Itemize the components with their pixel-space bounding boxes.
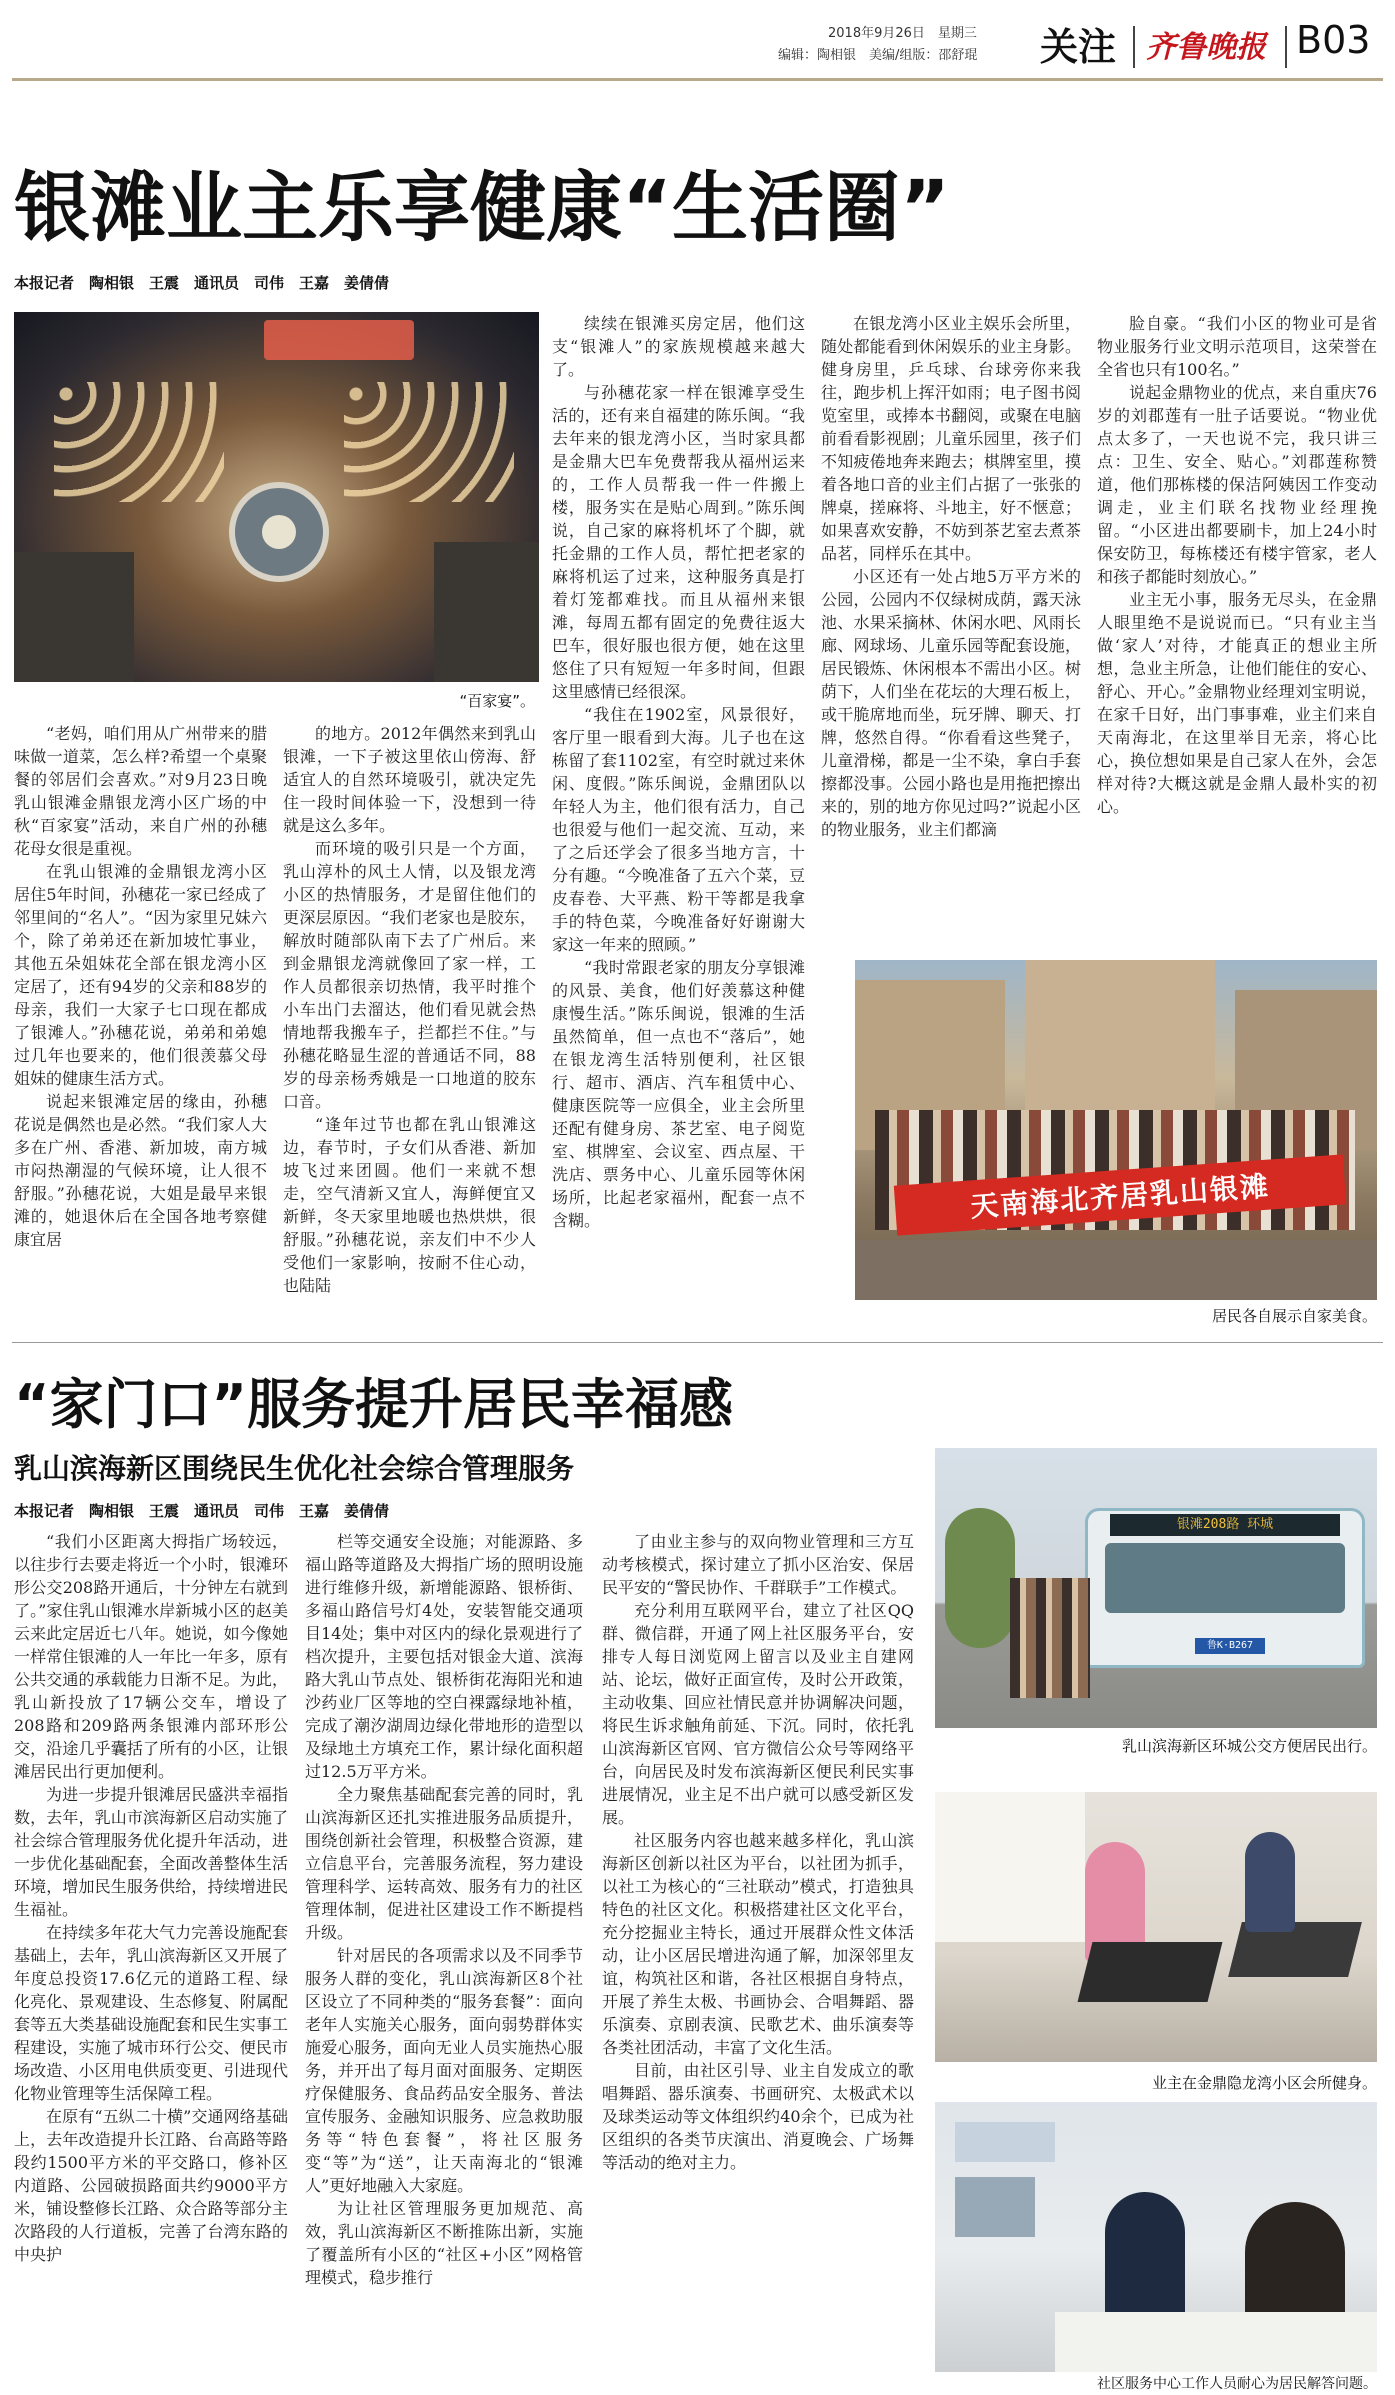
article-paragraph: 了由业主参与的双向物业管理和三方互动考核模式，探讨建立了抓小区治安、保居民平安的“警民协作、千群联手”工作模式。 — [602, 1532, 914, 1597]
wall-sign — [955, 2122, 1055, 2162]
article-paragraph: 脸自豪。“我们小区的物业可是省物业服务行业文明示范项目，这荣誉在全省也只有100名。” — [1097, 314, 1377, 379]
header-divider — [1133, 26, 1135, 68]
photo3-caption: 乳山滨海新区环城公交方便居民出行。 — [1121, 1737, 1377, 1755]
article-paragraph: 针对居民的各项需求以及不同季节服务人群的变化，乳山滨海新区8个社区设立了不同种类的“服务套餐”：面向老年人实施关心服务，面向弱势群体实施爱心服务，面向无业人员实施热心服务，并开出了每月面对面服务、定期医疗保健服务、食品药品安全服务、普法宣传服务、金融知识服务、应急救助服务等“特色套餐”，将社区服务变“等”为“送”，让天南海北的“银滩人”更好地融入大家庭。 — [305, 1946, 583, 2195]
gym-window — [935, 1792, 1085, 1942]
story1-byline: 本报记者 陶相银 王震 通讯员 司伟 王嘉 姜倩倩 — [14, 274, 390, 292]
bus-route-sign: 银滩208路 环城 — [1110, 1514, 1340, 1536]
story1-col1 — [14, 722, 267, 1327]
story1-col3 — [552, 312, 805, 1327]
bus-photo — [935, 1448, 1377, 1728]
building-right — [434, 542, 539, 682]
story1-col2 — [283, 722, 536, 1327]
photo1-caption: “百家宴”。 — [459, 692, 535, 710]
story1-col5 — [1097, 312, 1377, 927]
page-number: B03 — [1296, 18, 1371, 62]
story2-col2 — [305, 1530, 583, 2390]
ground — [855, 1240, 1377, 1300]
article-paragraph: “老妈，咱们用从广州带来的腊味做一道菜，怎么样?希望一个桌聚餐的邻居们会喜欢。”对9月23日晚乳山银滩金鼎银龙湾小区广场的中秋“百家宴”活动，来自广州的孙穗花母女很是重视。 — [14, 724, 267, 858]
article-paragraph: 全力聚焦基础配套完善的同时，乳山滨海新区还扎实推进服务品质提升，围绕创新社会管理，积极整合资源，建立信息平台，完善服务流程，努力建设管理科学、运转高效、服务有力的社区管理体制，促进社区建设工作不断提档升级。 — [305, 1785, 583, 1942]
fountain-center — [262, 515, 296, 549]
treadmill-1 — [1078, 1942, 1223, 2002]
article-paragraph: 在原有“五纵二十横”交通网络基础上，去年改造提升长江路、台高路等路段约1500平方米的平交路口，修补区内道路、公园破损路面共约9000平方米，铺设整修长江路、众合路等部分主次路段的人行道板，完善了台湾东路的中央护 — [14, 2107, 288, 2264]
paper-logo: 齐鲁晚报 — [1146, 30, 1266, 65]
service-desk — [1055, 2312, 1377, 2372]
section-title: 关注 — [1040, 25, 1117, 69]
article-paragraph: 小区还有一处占地5万平方米的公园，公园内不仅绿树成荫，露天泳池、水果采摘林、休闲水吧、风雨长廊、网球场、儿童乐园等配套设施，居民锻炼、休闲根本不需出小区。树荫下，人们坐在花坛的大理石板上，或干脆席地而坐，玩牙牌、聊天、打牌，悠然自得。“你看看这些凳子，儿童滑梯，都是一尘不染，拿白手套擦都没事。公园小路也是用拖把擦出来的，别的地方你见过吗?”说起小区的物业服务，业主们都滴 — [821, 567, 1081, 839]
article-paragraph: 说起来银滩定居的缘由，孙穗花说是偶然也是必然。“我们家人大多在广州、香港、新加坡，南方城市闷热潮湿的气候环境，让人很不舒服。”孙穗花说，大姐是最早来银滩的，她退休后在全国各地考察健康宜居 — [14, 1092, 267, 1249]
photo5-caption: 社区服务中心工作人员耐心为居民解答问题。 — [935, 2375, 1377, 2393]
article-paragraph: 目前，由社区引导、业主自发成立的歌唱舞蹈、器乐演奏、书画研究、太极武术以及球类运动等文体组织约40余个，已成为社区组织的各类节庆演出、消夏晚会、广场舞等活动的绝对主力。 — [602, 2061, 914, 2172]
article-paragraph: “我们小区距离大拇指广场较远，以往步行去要走将近一个小时，银滩环形公交208路开通后，十分钟左右就到了。”家住乳山银滩水岸新城小区的赵美云来此定居近七八年。她说，如今像她一样常住银滩的人一年比一年多，原有公共交通的承载能力日渐不足。为此，乳山新投放了17辆公交车，增设了208路和209路两条银滩内部环形公交，沿途几乎囊括了所有的小区，让银滩居民出行更加便利。 — [14, 1532, 288, 1781]
article-paragraph: 社区服务内容也越来越多样化，乳山滨海新区创新以社区为平台，以社团为抓手，以社工为核心的“三社联动”模式，打造独具特色的社区文化。积极搭建社区文化平台，充分挖掘业主特长，通过开展群众性文体活动，让小区居民增进沟通了解，加深邻里友谊，构筑社区和谐，各社区根据自身特点，开展了养生太极、书画协会、合唱舞蹈、器乐演奏、京剧表演、民歌艺术、曲乐演奏等各类社团活动，丰富了文化生活。 — [602, 1831, 914, 2057]
story2-subhead: 乳山滨海新区围绕民生优化社会综合管理服务 — [14, 1452, 575, 1485]
building-left — [14, 552, 134, 682]
article-paragraph: 为进一步提升银滩居民盛洪幸福指数，去年，乳山市滨海新区启动实施了社会综合管理服务优化提升年活动，进一步优化基础配套，全面改善整体生活环境，增加民生服务供给，持续增进民生福祉。 — [14, 1785, 288, 1919]
tree — [945, 1508, 1015, 1648]
banner-text: 天南海北齐居乳山银滩 — [969, 1169, 1271, 1224]
article-paragraph: 在持续多年花大气力完善设施配套基础上，去年，乳山滨海新区又开展了年度总投资17.6亿元的道路工程、绿化亮化、景观建设、生态修复、附属配套等五大类基础设施配套和民生实事工程建设，实施了城市环行公交、便民市场改造、小区用电供质变更、引进现代化物业管理等生活保障工程。 — [14, 1923, 288, 2103]
article-paragraph: 为让社区管理服务更加规范、高效，乳山滨海新区不断推陈出新，实施了覆盖所有小区的“社区+小区”网格管理模式，稳步推行 — [305, 2199, 583, 2287]
stage-glow — [264, 320, 414, 360]
article-paragraph: 在乳山银滩的金鼎银龙湾小区居住5年时间，孙穗花一家已经成了邻里间的“名人”。“因为家里兄妹六个，除了弟弟还在新加坡忙事业，其他五朵姐妹花全部在银龙湾小区定居了，还有94岁的父亲和88岁的母亲，我们一大家子七口现在都成了银滩人。”孙穗花说，弟弟和弟媳过几年也要来的，他们很羡慕父母姐妹的健康生活方式。 — [14, 862, 267, 1088]
article-paragraph: 业主无小事，服务无尽头，在金鼎人眼里绝不是说说而已。“只有业主当做‘家人’对待，才能真正的想业主所想，急业主所急，让他们能住的安心、舒心、开心。”金鼎物业经理刘宝明说，在家千日好，出门事事难，业主们来自天南海北，在这里举目无亲，将心比心，换位想如果是自己家人在外，会怎样对待?大概这就是金鼎人最朴实的初心。 — [1097, 590, 1377, 816]
article-paragraph: 而环境的吸引只是一个方面，乳山淳朴的风土人情，以及银龙湾小区的热情服务，才是留住他们的更深层原因。“我们老家也是胶东，解放时随部队南下去了广州后。来到金鼎银龙湾就像回了家一样，工作人员都很亲切热情，我平时推个小车出门去溜达，他们看见就会热情地帮我搬车子，拦都拦不住。”与孙穗花略显生涩的普通话不同，88岁的母亲杨秀娥是一口地道的胶东口音。 — [283, 839, 536, 1111]
story2-byline: 本报记者 陶相银 王震 通讯员 司伟 王嘉 姜倩倩 — [14, 1502, 390, 1520]
story1-headline: 银滩业主乐享健康“生活圈” — [14, 163, 950, 252]
photo2-caption: 居民各自展示自家美食。 — [1211, 1307, 1377, 1325]
residents-food-photo — [855, 960, 1377, 1300]
pedestrians — [1010, 1578, 1090, 1698]
tables-right — [344, 382, 514, 502]
article-paragraph: 栏等交通安全设施；对能源路、多福山路等道路及大拇指广场的照明设施进行维修升级，新增能源路、银桥街、多福山路信号灯4处，安装智能交通项目14处；集中对区内的绿化景观进行了档次提升，主要包括对银金大道、滨海路大乳山节点处、银桥街花海阳光和迪沙药业厂区等地的空白裸露绿地补植，完成了潮汐湖周边绿化带地形的造型以及绿地土方填充工作，累计绿化面积超过12.5万平方米。 — [305, 1532, 583, 1781]
service-center-photo — [935, 2102, 1377, 2372]
article-paragraph: “我住在1902室，风景很好，客厅里一眼看到大海。儿子也在这栋留了套1102室，有空时就过来休闲、度假。”陈乐闽说，金鼎团队以年轻人为主，他们很有活力，自己也很爱与他们一起交流、互动，来了之后还学会了很多当地方言，十分有趣。“今晚准备了五六个菜，豆皮春卷、大平燕、粉干等都是我拿手的特色菜，今晚准备好好谢谢大家这一年来的照顾。” — [552, 705, 805, 954]
story2-col1 — [14, 1530, 288, 2390]
man-exercising — [1245, 1832, 1295, 1932]
bus-plate: 鲁K·B267 — [1195, 1638, 1265, 1654]
article-paragraph: 与孙穗花家一样在银滩享受生活的，还有来自福建的陈乐闽。“我去年来的银龙湾小区，当时家具都是金鼎大巴车免费帮我从福州运来的，工作人员帮我一件一件搬上楼，服务实在是贴心周到。”陈乐闽说，自己家的麻将机坏了个脚，就托金鼎的工作人员，帮忙把老家的麻将机运了过来，这种服务真是打着灯笼都难找。而且从福州来银滩，每周五都有固定的免费往返大巴车，很好服也很方便，她在这里悠住了只有短短一年多时间，但跟这里感情已经很深。 — [552, 383, 805, 701]
article-paragraph: 在银龙湾小区业主娱乐会所里，随处都能看到休闲娱乐的业主身影。健身房里，乒乓球、台球旁你来我往，跑步机上挥汗如雨；电子图书阅览室里，或捧本书翻阅，或聚在电脑前看看影视剧；儿童乐园里，孩子们不知疲倦地奔来跑去；棋牌室里，摸着各地口音的业主们占据了一张张的牌桌，搓麻将、斗地主，好不惬意；如果喜欢安静，不妨到茶艺室去煮茶品茗，同样乐在其中。 — [821, 314, 1081, 563]
article-paragraph: “我时常跟老家的朋友分享银滩的风景、美食，他们好羡慕这种健康慢生活。”陈乐闽说，银滩的生活虽然简单，但一点也不“落后”，她在银龙湾生活特别便利，社区银行、超市、酒店、汽车租赁中心、健康医院等一应俱全，业主会所里还配有健身房、茶艺室、电子阅览室、棋牌室、会议室、西点屋、干洗店、票务中心、儿童乐园等休闲场所，比起老家福州，配套一点不含糊。 — [552, 958, 805, 1230]
banquet-aerial-photo — [14, 312, 539, 682]
bus-windshield — [1105, 1543, 1345, 1613]
photo4-caption: 业主在金鼎隐龙湾小区会所健身。 — [1151, 2074, 1377, 2092]
header-rule — [12, 78, 1383, 81]
editor-line: 编辑：陶相银 美编/组版：邵舒琨 — [778, 48, 978, 63]
story2-col3 — [602, 1530, 914, 2390]
date-line: 2018年9月26日 星期三 — [828, 26, 977, 41]
article-paragraph: “逢年过节也都在乳山银滩这边，春节时，子女们从香港、新加坡飞过来团圆。他们一来就不想走，空气清新又宜人，海鲜便宜又新鲜，冬天家里地暖也热烘烘，很舒服。”孙穗花说，亲友们中不少人受他们一家影响，按耐不住心动，也陆陆 — [283, 1115, 536, 1295]
story1-col4 — [821, 312, 1081, 927]
gym-photo — [935, 1792, 1377, 2062]
tables-left — [54, 382, 224, 502]
section-separator — [12, 1342, 1383, 1343]
article-paragraph: 续续在银滩买房定居，他们这支“银滩人”的家族规模越来越大了。 — [552, 314, 805, 379]
article-paragraph: 说起金鼎物业的优点，来自重庆76岁的刘郡莲有一肚子话要说。“物业优点太多了，一天也说不完，我只讲三点：卫生、安全、贴心。”刘郡莲称赞道，他们那栋楼的保洁阿姨因工作变动调走，业主们联名找物业经理挽留。“小区进出都要刷卡，加上24小时保安防卫，每栋楼还有楼宇管家，老人和孩子都能时刻放心。” — [1097, 383, 1377, 586]
story2-headline: “家门口”服务提升居民幸福感 — [14, 1373, 733, 1436]
staff-woman — [1105, 2192, 1185, 2332]
article-paragraph: 充分利用互联网平台，建立了社区QQ群、微信群，开通了网上社区服务平台，安排专人每日浏览网上留言以及业主自建网站、论坛，做好正面宣传，及时公开政策，主动收集、回应社情民意并协调解决问题，将民生诉求触角前延、下沉。同时，依托乳山滨海新区官网、官方微信公众号等网络平台，向居民及时发布滨海新区便民利民实事进展情况，业主足不出户就可以感受新区发展。 — [602, 1601, 914, 1827]
header-divider-2 — [1285, 26, 1287, 68]
article-paragraph: 的地方。2012年偶然来到乳山银滩，一下子被这里依山傍海、舒适宜人的自然环境吸引，就决定先住一段时间体验一下，没想到一待就是这么多年。 — [283, 724, 536, 835]
wall-photo — [955, 2177, 1035, 2237]
